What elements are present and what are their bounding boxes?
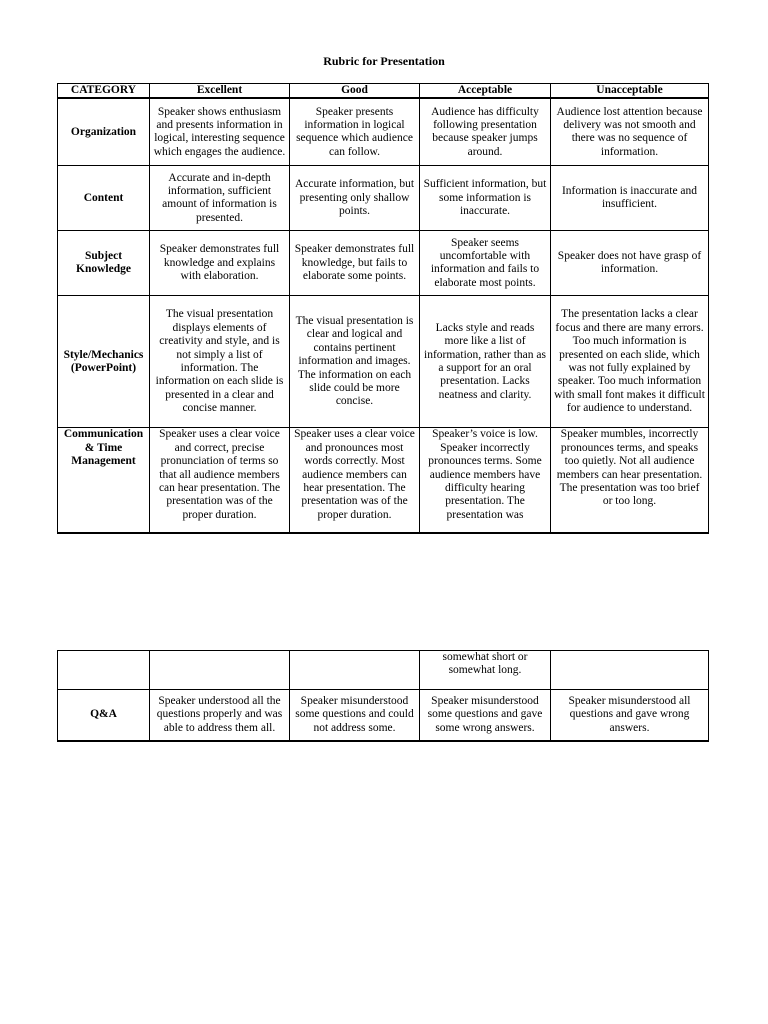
- cell-unacceptable: Information is inaccurate and insufficient.: [551, 166, 709, 231]
- table-row: [58, 651, 709, 690]
- cell-excellent: The visual presentation displays elements of creativity and style, and is not simply a list of information. The information on each slide is presented in a clear and concise manner.: [150, 296, 290, 428]
- cell-excellent: Speaker shows enthusiasm and presents information in logical, interesting sequence which engages the audience.: [150, 98, 290, 166]
- cell-acceptable: Sufficient information, but some information is inaccurate.: [420, 166, 551, 231]
- cell-acceptable: Speaker misunderstood some questions and gave some wrong answers.: [420, 690, 551, 742]
- cell-acceptable: Lacks style and reads more like a list of information, rather than as a support for an oral presentation. Lacks neatness and clarity.: [420, 296, 551, 428]
- cell-acceptable: Speaker’s voice is low. Speaker incorrectly pronounces terms. Some audience members have difficulty hearing presentation. The presentation was: [420, 428, 551, 534]
- cell-acceptable: Speaker seems uncomfortable with information and fails to elaborate most points.: [420, 231, 551, 296]
- cell-unacceptable: Speaker does not have grasp of information.: [551, 231, 709, 296]
- cell-acceptable: Audience has difficulty following presentation because speaker jumps around.: [420, 98, 551, 166]
- rubric-table: [57, 83, 709, 534]
- category-cell: Subject Knowledge: [58, 231, 150, 296]
- cell-unacceptable: The presentation lacks a clear focus and there are many errors. Too much information is presented on each slide, which was not fully explained by speaker. Too much information with small font makes it difficult for audience to understand.: [551, 296, 709, 428]
- cell-acceptable: somewhat short or somewhat long.: [420, 651, 551, 690]
- header-category: CATEGORY: [58, 84, 150, 99]
- table-row: [58, 166, 709, 231]
- cell-unacceptable: Speaker misunderstood all questions and gave wrong answers.: [551, 690, 709, 742]
- rubric-table-continued: [57, 650, 709, 742]
- header-excellent: Excellent: [150, 84, 290, 99]
- category-cell: Q&A: [58, 690, 150, 742]
- cell-unacceptable: Speaker mumbles, incorrectly pronounces terms, and speaks too quietly. Not all audience members can hear presentation. The presentation was too brief or too long.: [551, 428, 709, 534]
- category-cell: Style/Mechanics (PowerPoint): [58, 296, 150, 428]
- cell-good: [290, 651, 420, 690]
- category-cell: Organization: [58, 98, 150, 166]
- cell-unacceptable: Audience lost attention because delivery was not smooth and there was no sequence of information.: [551, 98, 709, 166]
- cell-good: Accurate information, but presenting only shallow points.: [290, 166, 420, 231]
- cell-good: The visual presentation is clear and logical and contains pertinent information and images. The information on each slide could be more concise.: [290, 296, 420, 428]
- cell-excellent: Speaker demonstrates full knowledge and explains with elaboration.: [150, 231, 290, 296]
- cell-good: Speaker presents information in logical sequence which audience can follow.: [290, 98, 420, 166]
- header-unacceptable: Unacceptable: [551, 84, 709, 99]
- cell-excellent: [150, 651, 290, 690]
- cell-excellent: Accurate and in-depth information, sufficient amount of information is presented.: [150, 166, 290, 231]
- header-acceptable: Acceptable: [420, 84, 551, 99]
- category-cell: Content: [58, 166, 150, 231]
- table-row: [58, 231, 709, 296]
- cell-excellent: Speaker uses a clear voice and correct, precise pronunciation of terms so that all audience members can hear presentation. The presentation was of the proper duration.: [150, 428, 290, 534]
- document-title: Rubric for Presentation: [323, 54, 445, 68]
- table-row: [58, 428, 709, 534]
- category-cell: [58, 651, 150, 690]
- cell-good: Speaker demonstrates full knowledge, but fails to elaborate some points.: [290, 231, 420, 296]
- cell-good: Speaker misunderstood some questions and could not address some.: [290, 690, 420, 742]
- header-row: [58, 84, 709, 99]
- header-good: Good: [290, 84, 420, 99]
- cell-unacceptable: [551, 651, 709, 690]
- table-row: [58, 98, 709, 166]
- table-row: [58, 690, 709, 742]
- category-cell: Communication & Time Management: [58, 428, 150, 534]
- cell-good: Speaker uses a clear voice and pronounces most words correctly. Most audience members can hear presentation. The presentation was of the proper duration.: [290, 428, 420, 534]
- cell-excellent: Speaker understood all the questions properly and was able to address them all.: [150, 690, 290, 742]
- table-row: [58, 296, 709, 428]
